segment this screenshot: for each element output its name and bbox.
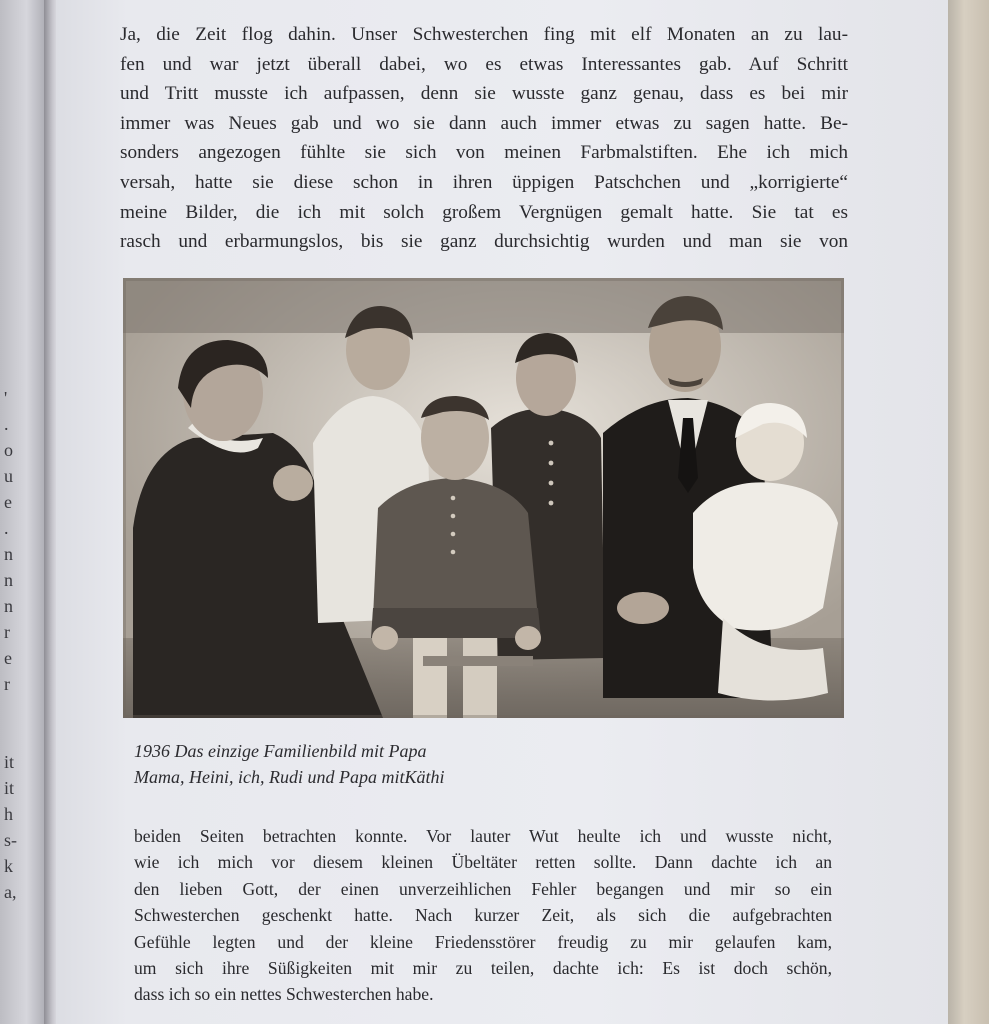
margin-letter: r bbox=[4, 622, 10, 642]
text-line: Schwesterchen geschenkt hatte. Nach kurzer Zeit, als sich die aufgebrachten bbox=[134, 905, 832, 926]
text-line: um sich ihre Süßigkeiten mit mir zu teilen, dachte ich: Es ist doch schön, bbox=[134, 958, 832, 979]
text-line: beiden Seiten betrachten konnte. Vor lauter Wut heulte ich und wusste nicht, bbox=[134, 826, 832, 846]
family-photo-illustration bbox=[123, 278, 844, 718]
margin-letter bbox=[4, 697, 17, 723]
photo-caption bbox=[134, 738, 444, 790]
margin-letter: ' bbox=[4, 388, 8, 408]
text-line: immer was Neues gab und wo sie dann auch immer etwas zu sagen hatte. Be- bbox=[120, 112, 848, 134]
text-line: fen und war jetzt überall dabei, wo es etwas Interessantes gab. Auf Schritt bbox=[120, 53, 848, 75]
caption-line-1: 1936 Das einzige Familienbild mit Papa bbox=[134, 741, 427, 761]
text-line: dass ich so ein nettes Schwesterchen habe. bbox=[134, 984, 434, 1005]
table-background bbox=[948, 0, 989, 1024]
text-line: den lieben Gott, der einen unverzeihlichen Fehler begangen und mir so ein bbox=[134, 878, 832, 899]
text-line: versah, hatte sie diese schon in ihren üppigen Patschchen und „korrigierte“ bbox=[120, 171, 848, 193]
margin-letter: . bbox=[4, 518, 9, 538]
text-line: und Tritt musste ich aufpassen, denn sie wusste ganz genau, dass es bei mir bbox=[120, 83, 848, 105]
margin-letter: h bbox=[4, 804, 13, 824]
top-paragraph bbox=[120, 20, 848, 257]
margin-letter: a, bbox=[4, 882, 17, 902]
margin-letter: n bbox=[4, 544, 13, 564]
text-line: sonders angezogen fühlte sie sich von meinen Farbmalstiften. Ehe ich mich bbox=[120, 142, 848, 164]
margin-letter: n bbox=[4, 596, 13, 616]
left-page-margin-text bbox=[4, 385, 17, 905]
bottom-paragraph bbox=[134, 823, 832, 1008]
margin-letter bbox=[4, 723, 17, 749]
margin-letter: n bbox=[4, 570, 13, 590]
text-line: Ja, die Zeit flog dahin. Unser Schwesterchen fing mit elf Monaten an zu lau- bbox=[120, 24, 848, 45]
family-photo bbox=[123, 278, 844, 718]
stool bbox=[423, 656, 533, 666]
margin-letter: it bbox=[4, 752, 15, 772]
margin-letter: it bbox=[4, 778, 15, 798]
margin-letter: . bbox=[4, 414, 9, 434]
margin-letter: s- bbox=[4, 830, 17, 850]
margin-letter: o bbox=[4, 440, 13, 460]
margin-letter: u bbox=[4, 466, 13, 486]
margin-letter: r bbox=[4, 674, 10, 694]
text-line: rasch und erbarmungslos, bis sie ganz durchsichtig wurden und man sie von bbox=[120, 231, 848, 253]
margin-letter: k bbox=[4, 856, 13, 876]
caption-line-2: Mama, Heini, ich, Rudi und Papa mitKäthi bbox=[134, 767, 445, 787]
margin-letter: e bbox=[4, 648, 12, 668]
left-page-edge bbox=[0, 0, 48, 1024]
margin-letter: e bbox=[4, 492, 12, 512]
text-line: meine Bilder, die ich mit solch großem Vergnügen gemalt hatte. Sie tat es bbox=[120, 201, 848, 223]
text-line: Gefühle legten und der kleine Friedensstörer freudig zu mir gelaufen kam, bbox=[134, 931, 832, 952]
text-line: wie ich mich vor diesem kleinen Übeltäter retten sollte. Dann dachte ich an bbox=[134, 852, 832, 873]
